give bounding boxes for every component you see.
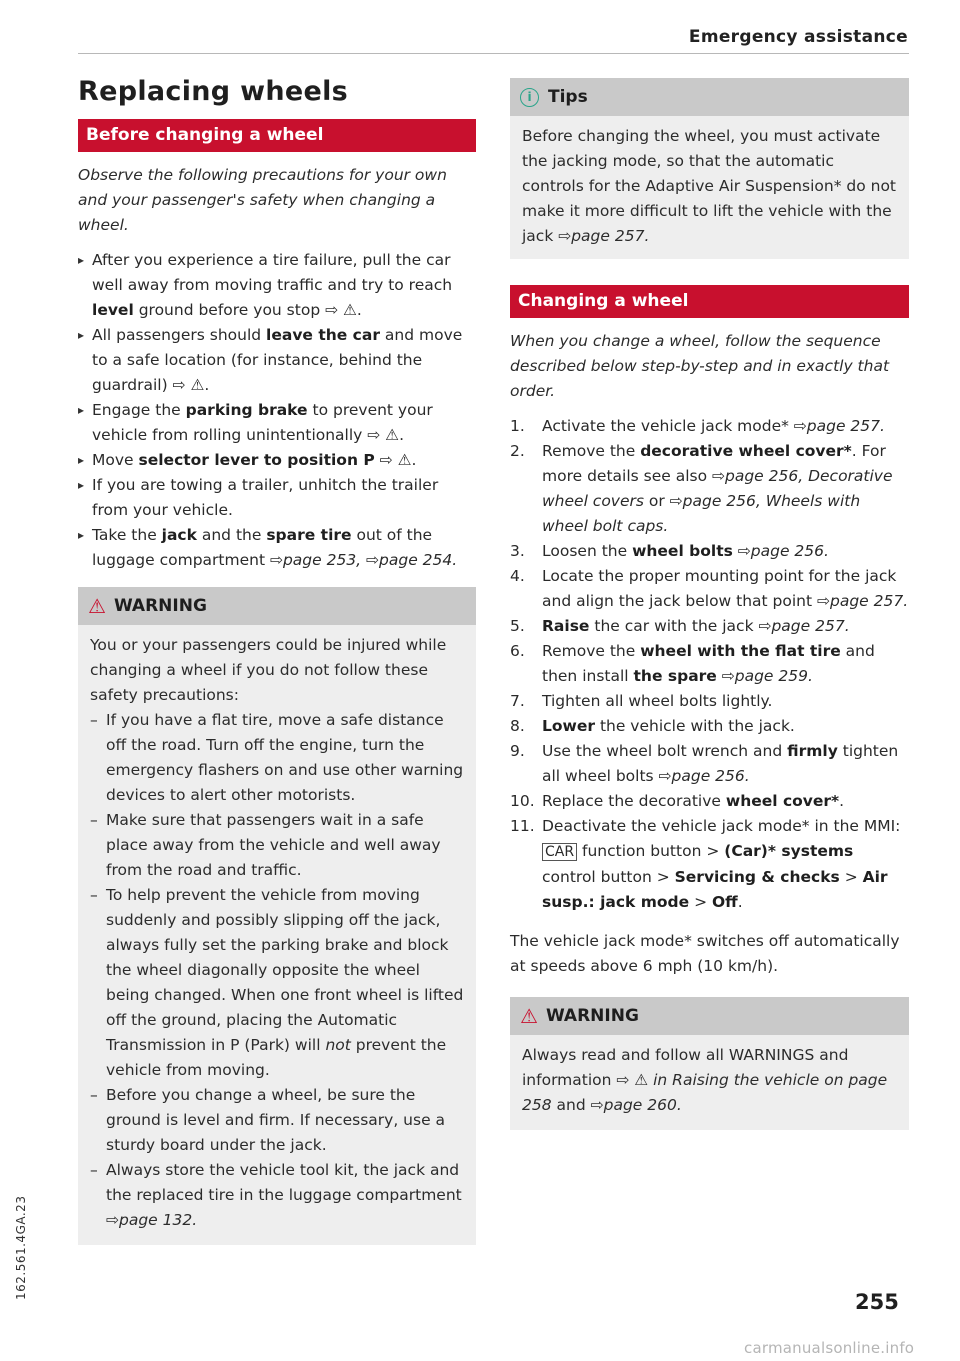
warning-intro: You or your passengers could be injured while changing a wheel if you do not follow these safety precautions: bbox=[90, 636, 447, 704]
page-number: 255 bbox=[855, 1290, 899, 1314]
warning-box-left bbox=[78, 587, 476, 1245]
precaution-list bbox=[78, 248, 476, 573]
header-rule bbox=[78, 53, 909, 54]
list-item: ▸ After you experience a tire failure, pull the car well away from moving traffic and try to reach level ground before you stop ⇨ ⚠. bbox=[78, 248, 476, 323]
list-item: – Make sure that passengers wait in a safe place away from the vehicle and well away from the road and traffic. bbox=[90, 808, 464, 883]
warning-triangle-icon: ⚠ bbox=[520, 1004, 538, 1028]
watermark: carmanualsonline.info bbox=[744, 1339, 915, 1357]
list-item: – To help prevent the vehicle from moving suddenly and possibly slipping off the jack, always fully set the parking brake and block the wheel diagonally opposite the wheel being changed. When one front wheel is lifted off the ground, placing the Automatic Transmission in P (Park) will not prevent the vehicle from moving. bbox=[90, 883, 464, 1083]
list-item: ▸ Move selector lever to position P ⇨ ⚠. bbox=[78, 448, 476, 473]
tips-body: Before changing the wheel, you must activate the jacking mode, so that the automatic controls for the Adaptive Air Suspension* do not make it more difficult to lift the vehicle with the jack ⇨page 257. bbox=[510, 116, 909, 259]
intro-text: When you change a wheel, follow the sequence described below step-by-step and in exactly that order. bbox=[510, 332, 890, 400]
list-item: 11. Deactivate the vehicle jack mode* in the MMI: CAR function button > (Car)* systems control button > Servicing & checks > Air susp.: jack mode > Off. bbox=[510, 817, 901, 911]
intro-text: Observe the following precautions for your own and your passenger's safety when changing a wheel. bbox=[78, 166, 447, 234]
list-item: 5. Raise the car with the jack ⇨page 257. bbox=[510, 617, 850, 635]
list-item: ▸ If you are towing a trailer, unhitch the trailer from your vehicle. bbox=[78, 473, 476, 523]
right-column bbox=[510, 78, 909, 1130]
tips-header bbox=[510, 78, 909, 116]
list-item: 4. Locate the proper mounting point for the jack and align the jack below that point ⇨page 257. bbox=[510, 567, 909, 610]
list-item: – If you have a flat tire, move a safe distance off the road. Turn off the engine, turn the emergency flashers on and use other warning devices to alert other motorists. bbox=[90, 708, 464, 808]
warning-body bbox=[78, 625, 476, 1245]
list-item: ▸ Engage the parking brake to prevent your vehicle from rolling unintentionally ⇨ ⚠. bbox=[78, 398, 476, 448]
list-item: 7. Tighten all wheel bolts lightly. bbox=[510, 692, 773, 710]
list-item: – Before you change a wheel, be sure the ground is level and firm. If necessary, use a sturdy board under the jack. bbox=[90, 1083, 464, 1158]
list-item: 9. Use the wheel bolt wrench and firmly tighten all wheel bolts ⇨page 256. bbox=[510, 742, 899, 785]
step-list bbox=[510, 414, 909, 915]
page-reference: page 257. bbox=[571, 227, 650, 245]
list-item: 8. Lower the vehicle with the jack. bbox=[510, 717, 795, 735]
warning-title: WARNING bbox=[545, 1006, 639, 1026]
list-item: 10. Replace the decorative wheel cover*. bbox=[510, 792, 845, 810]
list-item: 6. Remove the wheel with the flat tire and then install the spare ⇨page 259. bbox=[510, 642, 875, 685]
section-title-before-changing: Before changing a wheel bbox=[78, 119, 476, 152]
list-item: 1. Activate the vehicle jack mode* ⇨page 257. bbox=[510, 417, 885, 435]
warning-title: WARNING bbox=[113, 596, 207, 616]
running-head: Emergency assistance bbox=[688, 27, 908, 47]
list-item: – Always store the vehicle tool kit, the jack and the replaced tire in the luggage compartment ⇨page 132. bbox=[90, 1158, 464, 1233]
list-item: ▸ All passengers should leave the car and move to a safe location (for instance, behind the guardrail) ⇨ ⚠. bbox=[78, 323, 476, 398]
page-reference: page 132. bbox=[119, 1211, 198, 1229]
car-key-label: CAR bbox=[542, 843, 577, 861]
warning-body: Always read and follow all WARNINGS and information ⇨ ⚠ in Raising the vehicle on page 258 and ⇨page 260. bbox=[522, 1046, 888, 1114]
document-code: 162.561.4GA.23 bbox=[14, 1195, 28, 1300]
list-item: 2. Remove the decorative wheel cover*. For more details see also ⇨page 256, Decorative wheel covers or ⇨page 256, Wheels with wheel bolt caps. bbox=[510, 442, 893, 535]
left-column bbox=[78, 72, 476, 1245]
info-icon: i bbox=[520, 88, 539, 107]
warning-header bbox=[78, 587, 476, 625]
warning-box-right bbox=[510, 997, 909, 1130]
section-title-changing: Changing a wheel bbox=[510, 285, 909, 318]
list-item: 3. Loosen the wheel bolts ⇨page 256. bbox=[510, 542, 829, 560]
list-item: ▸ Take the jack and the spare tire out of the luggage compartment ⇨page 253, ⇨page 254. bbox=[78, 523, 476, 573]
tips-box bbox=[510, 78, 909, 259]
page-reference: page 253, ⇨page 254. bbox=[282, 551, 458, 569]
tips-title: Tips bbox=[548, 87, 588, 107]
warning-triangle-icon: ⚠ bbox=[88, 594, 106, 618]
jack-mode-note: The vehicle jack mode* switches off automatically at speeds above 6 mph (10 km/h). bbox=[510, 932, 900, 975]
chapter-title: Replacing wheels bbox=[78, 76, 349, 107]
warning-header bbox=[510, 997, 909, 1035]
